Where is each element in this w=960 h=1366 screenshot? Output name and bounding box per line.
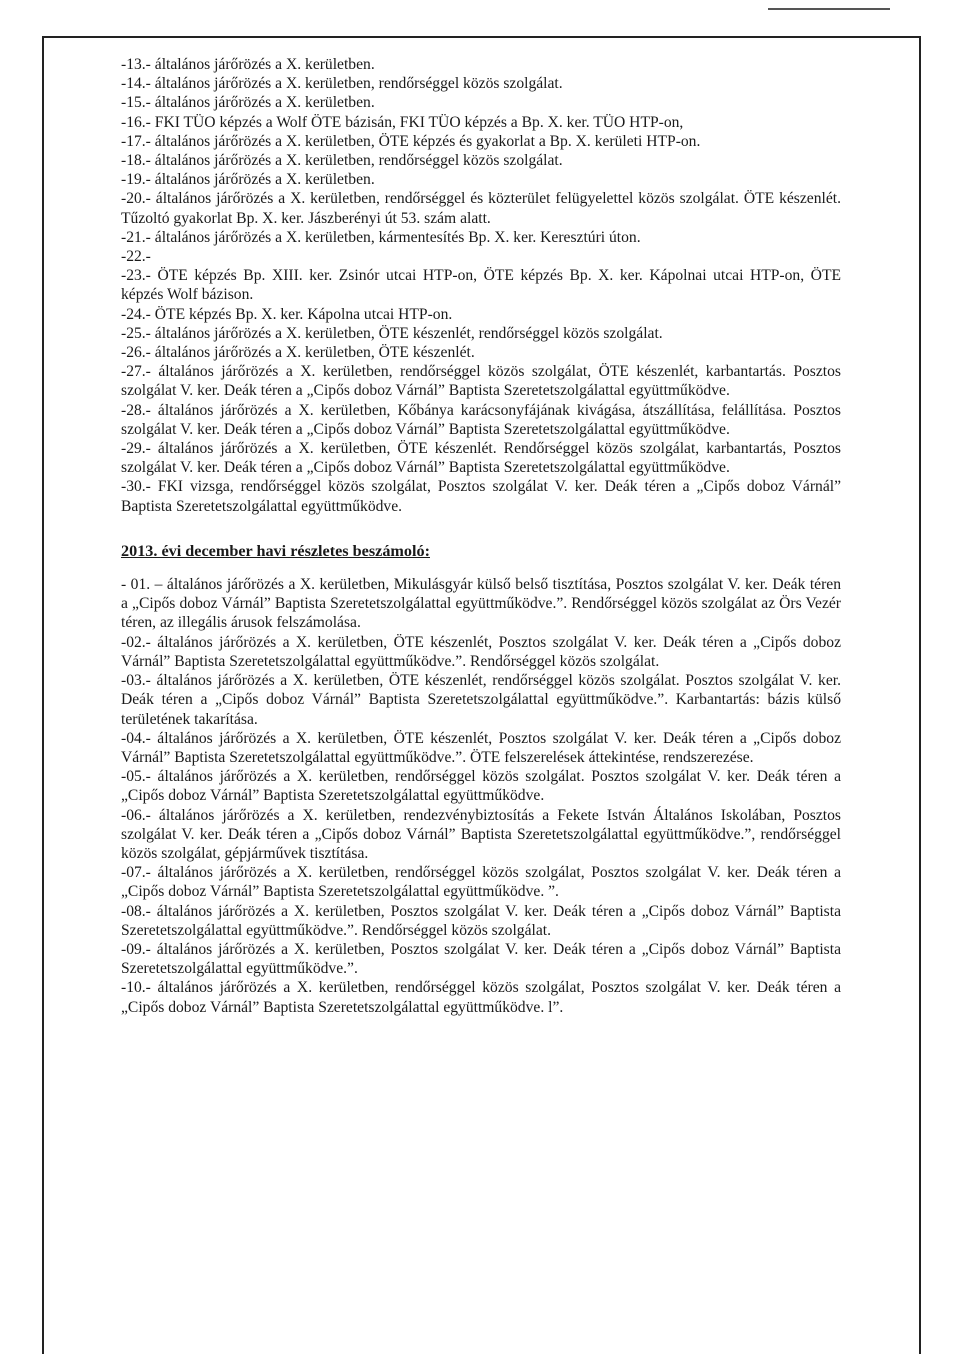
- entry-21: -21.- általános járőrözés a X. kerületben, kármentesítés Bp. X. ker. Keresztúri úton.: [121, 228, 641, 246]
- entry-22: -22.-: [121, 248, 151, 266]
- entry-dec-03: -03.- általános járőrözés a X. kerületben, ÖTE készenlét, rendőrséggel közös szolgálat. Posztos szolgálat V. ker. Deák téren a „Cipős doboz Várnál” Baptista Szeretetszolgálattal együttműködve.”. Karbantartás: bázis külső területének takarítása.: [121, 672, 841, 728]
- document-body: [121, 55, 841, 1017]
- december-entries: [121, 575, 841, 1017]
- section-heading: 2013. évi december havi részletes beszámoló:: [121, 541, 430, 560]
- entry-14: -14.- általános járőrözés a X. kerületben, rendőrséggel közös szolgálat.: [121, 75, 563, 93]
- entry-13: -13.- általános járőrözés a X. kerületben.: [121, 56, 375, 73]
- entry-dec-10: -10.- általános járőrözés a X. kerületben, rendőrséggel közös szolgálat, Posztos szolgálat V. ker. Deák téren a „Cipős doboz Várnál” Baptista Szeretetszolgálattal együttműködve. l”.: [121, 979, 841, 1016]
- entry-28: -28.- általános járőrözés a X. kerületben, Kőbánya karácsonyfájának kivágása, átszállítása, felállítása. Posztos szolgálat V. ker. Deák téren a „Cipős doboz Várnál” Baptista Szeretetszolgálattal együttműködve.: [121, 401, 841, 438]
- entry-dec-06: -06.- általános járőrözés a X. kerületben, rendezvénybiztosítás a Fekete István Általános Iskolában, Posztos szolgálat V. ker. Deák téren a „Cipős doboz Várnál” Baptista Szeretetszolgálattal együttműködve.”, rendőrséggel közös szolgálat, gépjárművek tisztítása.: [121, 806, 841, 862]
- entry-15: -15.- általános járőrözés a X. kerületben.: [121, 94, 375, 112]
- entry-16: -16.- FKI TÜO képzés a Wolf ÖTE bázisán, FKI TÜO képzés a Bp. X. ker. TÜO HTP-on,: [121, 113, 684, 131]
- entry-dec-09: -09.- általános járőrözés a X. kerületben, Posztos szolgálat V. ker. Deák téren a „Cipős doboz Várnál” Baptista Szeretetszolgálattal együttműködve.”.: [121, 940, 841, 978]
- entry-30: -30.- FKI vizsga, rendőrséggel közös szolgálat, Posztos szolgálat V. ker. Deák téren a „Cipős doboz Várnál” Baptista Szeretetszolgálattal együttműködve.: [121, 478, 841, 515]
- entry-dec-02: -02.- általános járőrözés a X. kerületben, ÖTE készenlét, Posztos szolgálat V. ker. Deák téren a „Cipős doboz Várnál” Baptista Szeretetszolgálattal együttműködve.”. Rendőrséggel közös szolgálat.: [121, 633, 841, 670]
- entry-24: -24.- ÖTE képzés Bp. X. ker. Kápolna utcai HTP-on.: [121, 305, 453, 323]
- entry-18: -18.- általános járőrözés a X. kerületben, rendőrséggel közös szolgálat.: [121, 152, 563, 170]
- november-entries: [121, 55, 841, 516]
- entry-25: -25.- általános járőrözés a X. kerületben, ÖTE készenlét, rendőrséggel közös szolgálat.: [121, 324, 663, 342]
- entry-19: -19.- általános járőrözés a X. kerületben.: [121, 171, 375, 189]
- entry-dec-04: -04.- általános járőrözés a X. kerületben, ÖTE készenlét, Posztos szolgálat V. ker. Deák téren a „Cipős doboz Várnál” Baptista Szeretetszolgálattal együttműködve.”. ÖTE felszerelések áttekintése, rendszerezése.: [121, 729, 841, 766]
- top-scan-mark: [768, 8, 890, 10]
- entry-27: -27.- általános járőrözés a X. kerületben, rendőrséggel közös szolgálat, ÖTE készenlét, karbantartás. Posztos szolgálat V. ker. Deák téren a „Cipős doboz Várnál” Baptista Szeretetszolgálattal együttműködve.: [121, 363, 841, 400]
- entry-26: -26.- általános járőrözés a X. kerületben, ÖTE készenlét.: [121, 344, 475, 362]
- entry-29: -29.- általános járőrözés a X. kerületben, ÖTE készenlét. Rendőrséggel közös szolgálat, karbantartás, Posztos szolgálat V. ker. Deák téren a „Cipős doboz Várnál” Baptista Szeretetszolgálattal együttműködve.: [121, 440, 841, 477]
- entry-17: -17.- általános járőrözés a X. kerületben, ÖTE képzés és gyakorlat a Bp. X. kerületi HTP-on.: [121, 132, 701, 150]
- entry-dec-08: -08.- általános járőrözés a X. kerületben, Posztos szolgálat V. ker. Deák téren a „Cipős doboz Várnál” Baptista Szeretetszolgálattal együttműködve.”. Rendőrséggel közös szolgálat.: [121, 902, 841, 939]
- entry-20: -20.- általános járőrözés a X. kerületben, rendőrséggel és közterület felügyelettel közös szolgálat. ÖTE készenlét. Tűzoltó gyakorlat Bp. X. ker. Jászberényi út 53. szám alatt.: [121, 190, 841, 227]
- entry-dec-01: - 01. – általános járőrözés a X. kerületben, Mikulásgyár külső belső tisztítása, Posztos szolgálat V. ker. Deák téren a „Cipős doboz Várnál” Baptista Szeretetszolgálattal együttműködve.”. Rendőrséggel közös szolgálat az Örs Vezér téren, az illegális árusok felszámolása.: [121, 576, 841, 632]
- entry-dec-07: -07.- általános járőrözés a X. kerületben, rendőrséggel közös szolgálat, Posztos szolgálat V. ker. Deák téren a „Cipős doboz Várnál” Baptista Szeretetszolgálattal együttműködve. ”.: [121, 864, 841, 901]
- entry-23: -23.- ÖTE képzés Bp. XIII. ker. Zsinór utcai HTP-on, ÖTE képzés Bp. X. ker. Kápolnai utcai HTP-on, ÖTE képzés Wolf bázison.: [121, 267, 841, 304]
- entry-dec-05: -05.- általános járőrözés a X. kerületben, rendőrséggel közös szolgálat. Posztos szolgálat V. ker. Deák téren a „Cipős doboz Várnál” Baptista Szeretetszolgálattal együttműködve.: [121, 768, 841, 805]
